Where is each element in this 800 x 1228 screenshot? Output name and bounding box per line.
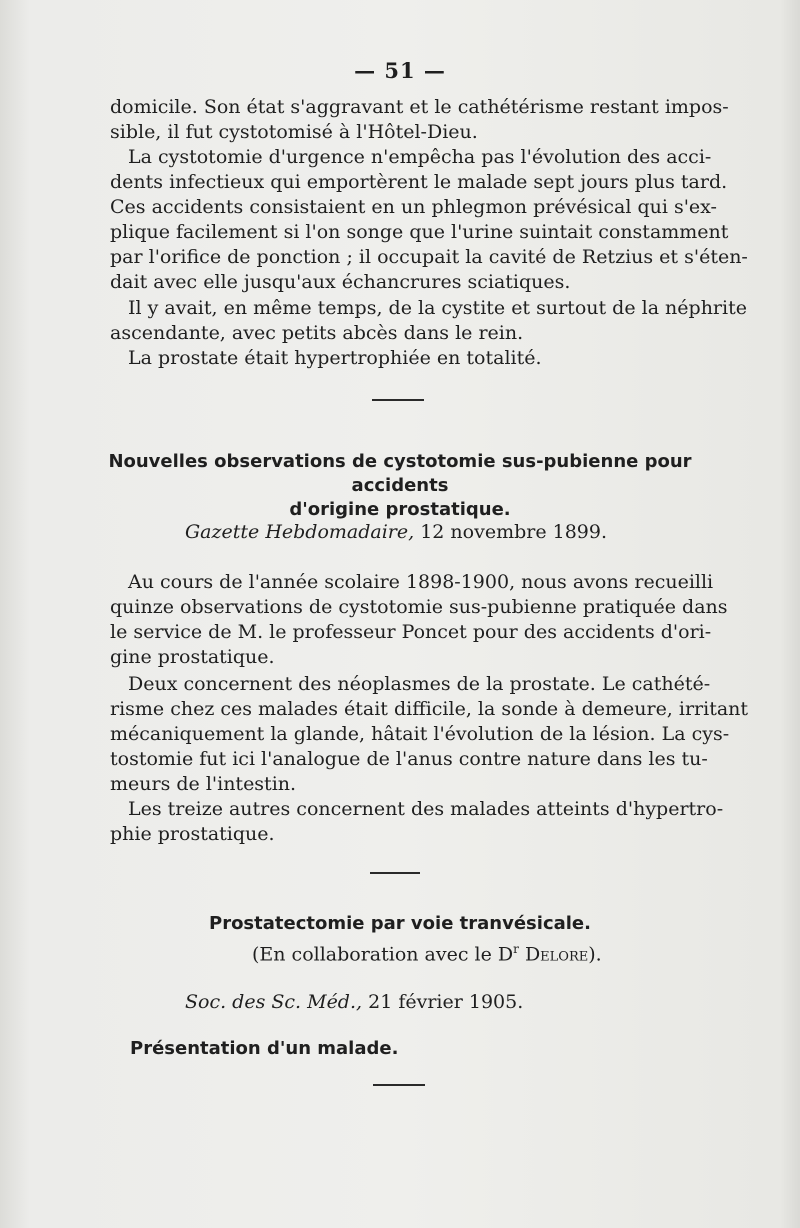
text-line: La prostate était hypertrophiée en totalité. bbox=[128, 347, 542, 369]
text-line: phie prostatique. bbox=[110, 823, 275, 845]
text-line: meurs de l'intestin. bbox=[110, 773, 297, 795]
text-line: Les treize autres concernent des malades atteints d'hypertro- bbox=[128, 798, 724, 820]
text-line: Ces accidents consistaient en un phlegmon prévésical qui s'ex- bbox=[110, 196, 717, 218]
collab-prefix: (En collaboration avec le D bbox=[252, 943, 514, 966]
section-divider bbox=[370, 872, 420, 874]
paragraph-observations bbox=[110, 570, 728, 670]
text-line: dait avec elle jusqu'aux échancrures sciatiques. bbox=[110, 271, 571, 293]
collab-name: Delore bbox=[524, 943, 589, 966]
text-line: La cystotomie d'urgence n'empêcha pas l'évolution des acci- bbox=[128, 146, 712, 168]
text-line: sible, il fut cystotomisé à l'Hôtel-Dieu. bbox=[110, 121, 478, 143]
paragraph-cystitis bbox=[110, 296, 747, 346]
heading-line: d'origine prostatique. bbox=[289, 499, 511, 520]
text-line: le service de M. le professeur Poncet pour des accidents d'ori- bbox=[110, 621, 712, 643]
citation-journal: Soc. des Sc. Méd., bbox=[185, 991, 363, 1013]
citation-soc-sc-med bbox=[185, 991, 523, 1013]
paragraph-neoplasms bbox=[110, 672, 749, 797]
paragraph-cystotomy-urgent bbox=[110, 145, 748, 295]
citation-date: 21 février 1905. bbox=[368, 991, 524, 1013]
text-line: plique facilement si l'on songe que l'urine suintait constamment bbox=[110, 221, 729, 243]
text-line: gine prostatique. bbox=[110, 646, 275, 668]
heading-line: Prostatectomie par voie tranvésicale. bbox=[209, 913, 591, 934]
section-heading-prostatectomy bbox=[100, 912, 700, 936]
collab-sup: r bbox=[513, 942, 519, 956]
text-line: risme chez ces malades était difficile, la sonde à demeure, irritant bbox=[110, 698, 749, 720]
text-line: Deux concernent des néoplasmes de la prostate. Le cathété- bbox=[128, 673, 711, 695]
text-line: Il y avait, en même temps, de la cystite et surtout de la néphrite bbox=[128, 297, 747, 319]
text-line: par l'orifice de ponction ; il occupait la cavité de Retzius et s'éten- bbox=[110, 246, 748, 268]
citation-date: 12 novembre 1899. bbox=[420, 521, 608, 543]
page-number: — 51 — bbox=[354, 58, 446, 83]
presentation-line: Présentation d'un malade. bbox=[130, 1038, 399, 1059]
citation-gazette bbox=[185, 521, 607, 543]
citation-journal: Gazette Hebdomadaire, bbox=[185, 521, 415, 543]
section-heading-cystotomy bbox=[100, 450, 700, 522]
paragraph-hypertrophy bbox=[110, 797, 724, 847]
collaboration-note bbox=[252, 942, 602, 965]
heading-line: Nouvelles observations de cystotomie sus-pubienne pour accidents bbox=[108, 451, 692, 496]
collab-suffix: ). bbox=[588, 943, 602, 966]
text-line: quinze observations de cystotomie sus-pubienne pratiquée dans bbox=[110, 596, 728, 618]
text-line: ascendante, avec petits abcès dans le rein. bbox=[110, 322, 524, 344]
text-line: domicile. Son état s'aggravant et le cathétérisme restant impos- bbox=[110, 96, 729, 118]
text-line: dents infectieux qui emportèrent le malade sept jours plus tard. bbox=[110, 171, 728, 193]
paragraph-prostate bbox=[110, 346, 700, 371]
text-line: mécaniquement la glande, hâtait l'évolution de la lésion. La cys- bbox=[110, 723, 730, 745]
paragraph-case-continuation bbox=[110, 95, 729, 145]
text-line: Au cours de l'année scolaire 1898-1900, nous avons recueilli bbox=[128, 571, 714, 593]
text-line: tostomie fut ici l'analogue de l'anus contre nature dans les tu- bbox=[110, 748, 708, 770]
section-divider bbox=[373, 1084, 425, 1086]
section-divider bbox=[372, 399, 424, 401]
